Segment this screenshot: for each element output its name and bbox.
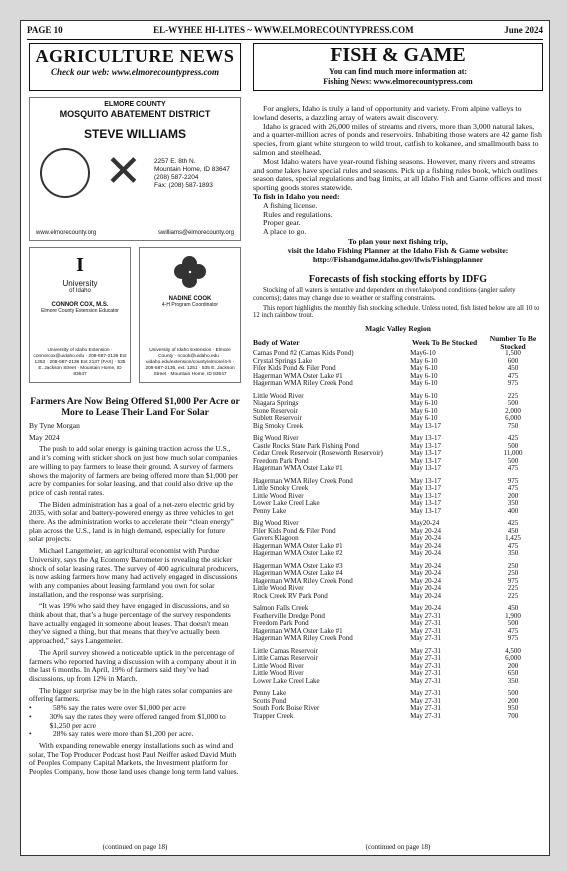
cell-water: Little Wood River xyxy=(253,491,304,500)
mosquito-district-ad xyxy=(29,97,241,241)
need-title: To fish in Idaho you need: xyxy=(253,191,340,201)
cell-week: May 27-31 xyxy=(410,611,442,620)
cell-week: May 20-24 xyxy=(410,549,442,558)
cell-count: 200 xyxy=(507,696,519,705)
farm-byline: By Tyne Morgan xyxy=(29,421,80,430)
cell-water: Freedom Park Pond xyxy=(253,619,309,628)
four-h-ad xyxy=(139,247,241,383)
need-item: Rules and regulations. xyxy=(263,209,333,219)
cell-count: 500 xyxy=(507,619,519,628)
farm-date: May 2024 xyxy=(29,432,60,442)
ad-line-1: ELMORE COUNTY xyxy=(104,101,166,108)
cell-count: 975 xyxy=(507,476,519,485)
cell-week: May 6-10 xyxy=(410,356,438,365)
table-row xyxy=(253,690,543,698)
cell-week: May 20-24 xyxy=(410,584,442,593)
cell-water: Little Wood River xyxy=(253,391,304,400)
cell-count: 1,900 xyxy=(505,611,521,620)
cell-water: Little Wood River xyxy=(253,661,304,670)
ui-role: Elmore County Extension Educator xyxy=(41,308,119,314)
cell-week: May 27-31 xyxy=(410,634,442,643)
ad-address xyxy=(154,158,234,190)
addr-line-1: 2257 E. 8th N. xyxy=(154,158,196,165)
cell-week: May 20-24 xyxy=(410,576,442,585)
cell-week: May 27-31 xyxy=(410,711,442,720)
cell-water: Featherville Dredge Pond xyxy=(253,611,325,620)
table-row xyxy=(253,713,543,721)
cell-water: Freedom Park Pond xyxy=(253,456,309,465)
cell-week: May 27-31 xyxy=(410,689,442,698)
cell-week: May 13-17 xyxy=(410,421,442,430)
cell-water: Penny Lake xyxy=(253,689,287,698)
col-week: Week To Be Stocked xyxy=(411,337,478,347)
bullet-item: • 28% say rates were more than $1,200 per acre. xyxy=(29,729,194,739)
cell-count: 225 xyxy=(507,591,519,600)
fish-paragraph: Idaho is graced with 26,000 miles of streams and rivers, more than 3,000 natural lakes, and a quarter-million acres of ponds and reservoirs. Inhabiting those waters are 42 game fish species, from giant white sturgeon to wild trout, catfish to kokanee, and smallmouth bass to salmon and steelhead. xyxy=(253,121,542,157)
cell-count: 6,000 xyxy=(505,654,521,663)
cell-week: May 6-10 xyxy=(410,399,438,408)
cell-week: May 27-31 xyxy=(410,646,442,655)
cell-count: 200 xyxy=(507,661,519,670)
cell-count: 600 xyxy=(507,356,519,365)
cell-water: Little Smoky Creek xyxy=(253,484,309,493)
stocking-table xyxy=(253,335,543,720)
cell-count: 425 xyxy=(507,434,519,443)
stocking-note: Stocking of all waters is tentative and dependent on river/lake/pond conditions (angler safety concerns); dates may change due to weather or staffing constraints. xyxy=(253,286,516,302)
farm-article-title: Farmers Are Now Being Offered $1,000 Per Acre or More to Lease Their Land For Solar xyxy=(30,397,240,418)
table-row xyxy=(253,593,543,601)
cell-water: Filer Kids Pond & Filer Pond xyxy=(253,364,336,373)
cell-week: May 20-24 xyxy=(410,569,442,578)
cell-water: Sublett Reservoir xyxy=(253,414,302,423)
cell-water: Hagerman WMA Oster Lake #1 xyxy=(253,371,343,380)
fish-paragraph: For anglers, Idaho is truly a land of opportunity and variety. From alpine valleys to lowland deserts, a dazzling array of waters await discovery. xyxy=(253,104,522,122)
h4-role: 4-H Program Coordinator xyxy=(161,302,219,308)
farm-paragraph: “It was 19% who said they have engaged in discussions, and so think about that, that’s a huge percentage of the survey respondents have actually engaged in someone about leases. That doesn't mean they've signed a thing, but that means that they've actually been approached,” says Langemeier. xyxy=(29,601,231,646)
cell-water: Big Wood River xyxy=(253,519,299,528)
addr-phone: (208) 587-2204 xyxy=(154,174,199,181)
paper-title: EL-WYHEE HI-LITES ~ WWW.ELMORECOUNTYPRESS.COM xyxy=(153,25,414,35)
ui-name-1: University xyxy=(62,279,98,288)
table-row xyxy=(253,705,543,713)
cell-water: Hagerman WMA Oster Lake #2 xyxy=(253,549,343,558)
cell-week: May 27-31 xyxy=(410,676,442,685)
h4-person: NADINE COOK xyxy=(168,296,212,302)
page-number: PAGE 10 xyxy=(27,25,63,35)
cell-count: 475 xyxy=(507,371,519,380)
cell-water: Little Camas Reservoir xyxy=(253,646,318,655)
plan-line-1: To plan your next fishing trip, xyxy=(348,236,448,246)
cell-count: 250 xyxy=(507,561,519,570)
cell-water: Little Camas Reservoir xyxy=(253,654,318,663)
cell-water: Niagara Springs xyxy=(253,399,299,408)
cell-water: Little Wood River xyxy=(253,584,304,593)
bullet-text: 58% say the rates were over $1,000 per acre xyxy=(53,703,186,713)
addr-line-2: Mountain Home, ID 83647 xyxy=(154,166,230,173)
cell-week: May 27-31 xyxy=(410,654,442,663)
fish-game-title: FISH & GAME xyxy=(330,44,466,66)
cell-water: Castle Rocks State Park Fishing Pond xyxy=(253,441,359,450)
cell-week: May 20-24 xyxy=(410,541,442,550)
cell-week: May 13-17 xyxy=(410,506,442,515)
ad-email: swilliams@elmorecounty.org xyxy=(157,230,234,236)
cell-water: Hagerman WMA Oster Lake #4 xyxy=(253,569,343,578)
farm-paragraph: The push to add solar energy is gaining traction across the U.S., and it’s coming with sticker shock on just how much solar companies are willing to pay farmers to lease their ground. A survey of farmers shows the majority of farmers are being offered more than $1,000 per acre by companies for solar leasing, and that could also drive up the price of cash rental rates. xyxy=(29,444,238,497)
cell-week: May 6-10 xyxy=(410,406,438,415)
cell-count: 225 xyxy=(507,391,519,400)
ad-name: STEVE WILLIAMS xyxy=(84,127,186,141)
cell-count: 975 xyxy=(507,634,519,643)
cell-week: May 13-17 xyxy=(410,476,442,485)
bullet-text: 30% say the rates they were offered ranged from $1,000 to $1,250 per acre xyxy=(49,711,226,730)
ad-line-2: MOSQUITO ABATEMENT DISTRICT xyxy=(59,109,211,119)
cell-week: May 13-17 xyxy=(410,456,442,465)
cell-week: May 13-17 xyxy=(410,484,442,493)
cell-count: 500 xyxy=(507,399,519,408)
ui-name-2: of Idaho xyxy=(69,288,91,294)
cell-water: Cedar Creek Reservoir (Roseworth Reservoir) xyxy=(253,449,383,458)
left-column xyxy=(29,43,241,851)
cell-water: Hagerman WMA Riley Creek Pond xyxy=(253,634,353,643)
cell-water: Hagerman WMA Riley Creek Pond xyxy=(253,576,353,585)
cell-water: Hagerman WMA Riley Creek Pond xyxy=(253,379,353,388)
cell-water: Little Wood River xyxy=(253,669,304,678)
table-row xyxy=(253,500,543,508)
cell-week: May 27-31 xyxy=(410,696,442,705)
cell-count: 400 xyxy=(507,506,519,515)
right-column xyxy=(253,43,543,851)
cell-count: 475 xyxy=(507,484,519,493)
col-number: Number To Be Stocked xyxy=(489,334,537,351)
need-item: A fishing license. xyxy=(263,200,318,210)
cell-water: Trapper Creek xyxy=(253,711,294,720)
cell-week: May 27-31 xyxy=(410,669,442,678)
cell-count: 350 xyxy=(507,676,519,685)
extension-ads-row xyxy=(29,247,241,383)
cell-water: Crystal Springs Lake xyxy=(253,356,313,365)
fish-game-sub-1: You can find much more information at: xyxy=(328,67,468,76)
cell-count: 450 xyxy=(507,604,519,613)
cell-week: May 20-24 xyxy=(410,604,442,613)
farm-paragraph: The Biden administration has a goal of a net-zero electric grid by 2035, with solar and battery-powered energy as three vehicles to get there. As the administration works to accelerate their “clean energy” plan across the U.S., land is in high demand, especially for future solar projects. xyxy=(29,499,235,544)
cell-water: Lower Lake Creel Lake xyxy=(253,499,320,508)
cell-count: 6,000 xyxy=(505,414,521,423)
fish-game-box xyxy=(253,43,543,91)
table-row xyxy=(253,380,543,388)
farm-paragraph: Michael Langemeier, an agricultural economist with Purdue University, says the Ag Economy Barometer is revealing the sticker shock of solar leasing rates. The survey of 400 agricultural producers, is now asking farmers how many had actively engaged in discussions with any companies about leasing farmland you own for solar installation, and the response was surprising. xyxy=(29,546,239,599)
cell-count: 975 xyxy=(507,379,519,388)
cell-week: May 20-24 xyxy=(410,534,442,543)
cell-week: May 13-17 xyxy=(410,449,442,458)
cell-water: Filer Kids Pond & Filer Pond xyxy=(253,526,336,535)
cell-water: Big Smoky Creek xyxy=(253,421,304,430)
cell-water: Camas Pond #2 (Camas Kids Pond) xyxy=(253,349,354,358)
cell-water: Hagerman WMA Oster Lake #1 xyxy=(253,464,343,473)
table-header-row xyxy=(253,335,543,350)
cell-week: May 6-10 xyxy=(410,414,438,423)
cell-week: May6-10 xyxy=(410,349,436,358)
cell-count: 1,500 xyxy=(505,349,521,358)
cell-week: May 27-31 xyxy=(410,661,442,670)
cell-water: Hagerman WMA Oster Lake #3 xyxy=(253,561,343,570)
cell-count: 350 xyxy=(507,499,519,508)
cell-count: 650 xyxy=(507,669,519,678)
four-h-clover-icon xyxy=(174,256,206,288)
county-seal-icon xyxy=(40,148,90,198)
fishing-planner-link[interactable]: http://Fishandgame.idaho.gov/ifwis/Fishingplanner xyxy=(312,254,484,264)
plan-line-2: visit the Idaho Fishing Planner at the Idaho Fish & Game website: xyxy=(287,245,509,255)
cell-count: 350 xyxy=(507,549,519,558)
cell-water: Big Wood River xyxy=(253,434,299,443)
cell-water: Salmon Falls Creek xyxy=(253,604,309,613)
agriculture-news-sub: Check our web: www.elmorecountypress.com xyxy=(51,67,219,77)
ui-contact: University of Idaho Extension · connorcox@uidaho.edu · 208-587-2136 Ext 1253 · 208-587-2136 Ext 2137 (FAX) · 535 E. Jackson Street · Mountain Home, ID 83647 xyxy=(33,348,127,377)
cell-count: 475 xyxy=(507,464,519,473)
agriculture-news-title: AGRICULTURE NEWS xyxy=(35,46,235,66)
cell-count: 500 xyxy=(507,456,519,465)
cell-count: 200 xyxy=(507,491,519,500)
fish-continued: (continued on page 18) xyxy=(365,843,431,851)
fish-paragraph: Most Idaho waters have year-round fishing seasons. However, many rivers and streams and some lakes have special rules and seasons. Pick up a fishing rules book, which outlines season dates, special regulations and bag limits, at all Idaho Fish and Game offices and most sporting goods stores statewide. xyxy=(253,156,542,193)
addr-fax: Fax: (208) 587-1893 xyxy=(154,182,213,189)
cell-count: 250 xyxy=(507,569,519,578)
cell-week: May 27-31 xyxy=(410,626,442,635)
farm-continued: (continued on page 18) xyxy=(102,843,168,851)
cell-count: 750 xyxy=(507,421,519,430)
cell-week: May 13-17 xyxy=(410,499,442,508)
cell-count: 11,000 xyxy=(503,449,523,458)
h4-contact: University of Idaho Extension · Elmore County · ncook@uidaho.edu · uidaho.edu/extension/county/elmore/4-h · 208-587-2136, ext. 1251 · 535 E. Jackson Street · Mountain Home, ID 83647 xyxy=(145,348,235,377)
cell-count: 450 xyxy=(507,364,519,373)
cell-count: 700 xyxy=(507,711,519,720)
stocking-table-body xyxy=(253,350,543,720)
farm-paragraph: The April survey showed a noticeable uptick in the percentage of farmers who reported having a discussion with a company about it in the last 6 months. In April, 19% of farmers said they’ve had discussions, up from 12% in March. xyxy=(29,647,237,683)
cell-water: Lower Lake Creel Lake xyxy=(253,676,320,685)
fish-game-sub-2: Fishing News: www.elmorecountypress.com xyxy=(323,77,473,86)
region-title: Magic Valley Region xyxy=(365,324,431,334)
table-row xyxy=(253,508,543,516)
need-item: A place to go. xyxy=(263,227,307,237)
cell-count: 1,425 xyxy=(505,534,521,543)
cell-week: May 27-31 xyxy=(410,619,442,628)
cell-water: South Fork Boise River xyxy=(253,704,320,713)
bullet-item: • 58% say the rates were over $1,000 per acre xyxy=(29,703,186,713)
cell-count: 4,500 xyxy=(505,646,521,655)
cell-water: Gavers Klagoon xyxy=(253,534,299,543)
need-item: Proper gear. xyxy=(263,218,301,228)
ad-web: www.elmorecounty.org xyxy=(36,230,97,236)
farm-paragraph: With expanding renewable energy installations such as wind and solar, The Top Producer Podcast host Paul Neiffer asked David Muth of Peoples Company Capital Markets, the Investment platform for Peoples Company, how those land uses change long term land values. xyxy=(29,740,239,777)
cell-water: Hagerman WMA Riley Creek Pond xyxy=(253,476,353,485)
cell-count: 500 xyxy=(507,441,519,450)
cell-week: May 27-31 xyxy=(410,704,442,713)
cell-water: Penny Lake xyxy=(253,506,287,515)
table-row xyxy=(253,635,543,643)
issue-date: June 2024 xyxy=(504,25,543,35)
cell-water: Hagerman WMA Oster Lake #1 xyxy=(253,626,343,635)
cell-week: May 6-10 xyxy=(410,364,438,373)
ui-person: CONNOR COX, M.S. xyxy=(51,302,109,308)
table-row xyxy=(253,550,543,558)
cell-count: 500 xyxy=(507,689,519,698)
university-logo-icon: I xyxy=(76,254,84,276)
cell-week: May 13-17 xyxy=(410,491,442,500)
cell-count: 425 xyxy=(507,519,519,528)
university-idaho-ad xyxy=(29,247,131,383)
cell-water: Rock Creek RV Park Pond xyxy=(253,591,328,600)
bullet-text: 28% say rates were more than $1,200 per acre. xyxy=(53,729,194,739)
cell-week: May 6-10 xyxy=(410,371,438,380)
stocking-note: This report highlights the monthly fish stocking schedule. Unless noted, fish listed below are all 10 to 12 inch rainbow trout. xyxy=(253,304,540,320)
cell-count: 475 xyxy=(507,626,519,635)
cell-week: May 13-17 xyxy=(410,441,442,450)
farm-paragraph: The bigger surprise may be in the high rates solar companies are offering farmers. xyxy=(29,685,233,704)
cell-count: 475 xyxy=(507,541,519,550)
ad-footer xyxy=(36,230,234,236)
bullet-item: • 30% say the rates they were offered ranged from $1,000 to $1,250 per acre xyxy=(29,713,241,730)
cell-week: May 20-24 xyxy=(410,561,442,570)
agriculture-news-box xyxy=(29,43,241,91)
table-row xyxy=(253,678,543,686)
cell-count: 450 xyxy=(507,526,519,535)
cell-week: May 6-10 xyxy=(410,391,438,400)
cell-water: Scotts Pond xyxy=(253,696,287,705)
page-header xyxy=(27,25,543,40)
cell-water: Stone Reservoir xyxy=(253,406,298,415)
newspaper-page xyxy=(20,20,550,856)
table-row xyxy=(253,465,543,473)
mosquito-icon: ✕ xyxy=(105,147,142,196)
cell-week: May 6-10 xyxy=(410,379,438,388)
cell-count: 975 xyxy=(507,576,519,585)
col-body-of-water: Body of Water xyxy=(253,337,300,347)
cell-week: May20-24 xyxy=(410,519,440,528)
table-row xyxy=(253,423,543,431)
stocking-section-title: Forecasts of fish stocking efforts by IDFG xyxy=(308,273,488,285)
cell-count: 225 xyxy=(507,584,519,593)
cell-water: Hagerman WMA Oster Lake #1 xyxy=(253,541,343,550)
cell-week: May 13-17 xyxy=(410,464,442,473)
cell-week: May 20-24 xyxy=(410,591,442,600)
cell-count: 950 xyxy=(507,704,519,713)
cell-count: 2,000 xyxy=(505,406,521,415)
cell-week: May 13-17 xyxy=(410,434,442,443)
cell-week: May 20-24 xyxy=(410,526,442,535)
